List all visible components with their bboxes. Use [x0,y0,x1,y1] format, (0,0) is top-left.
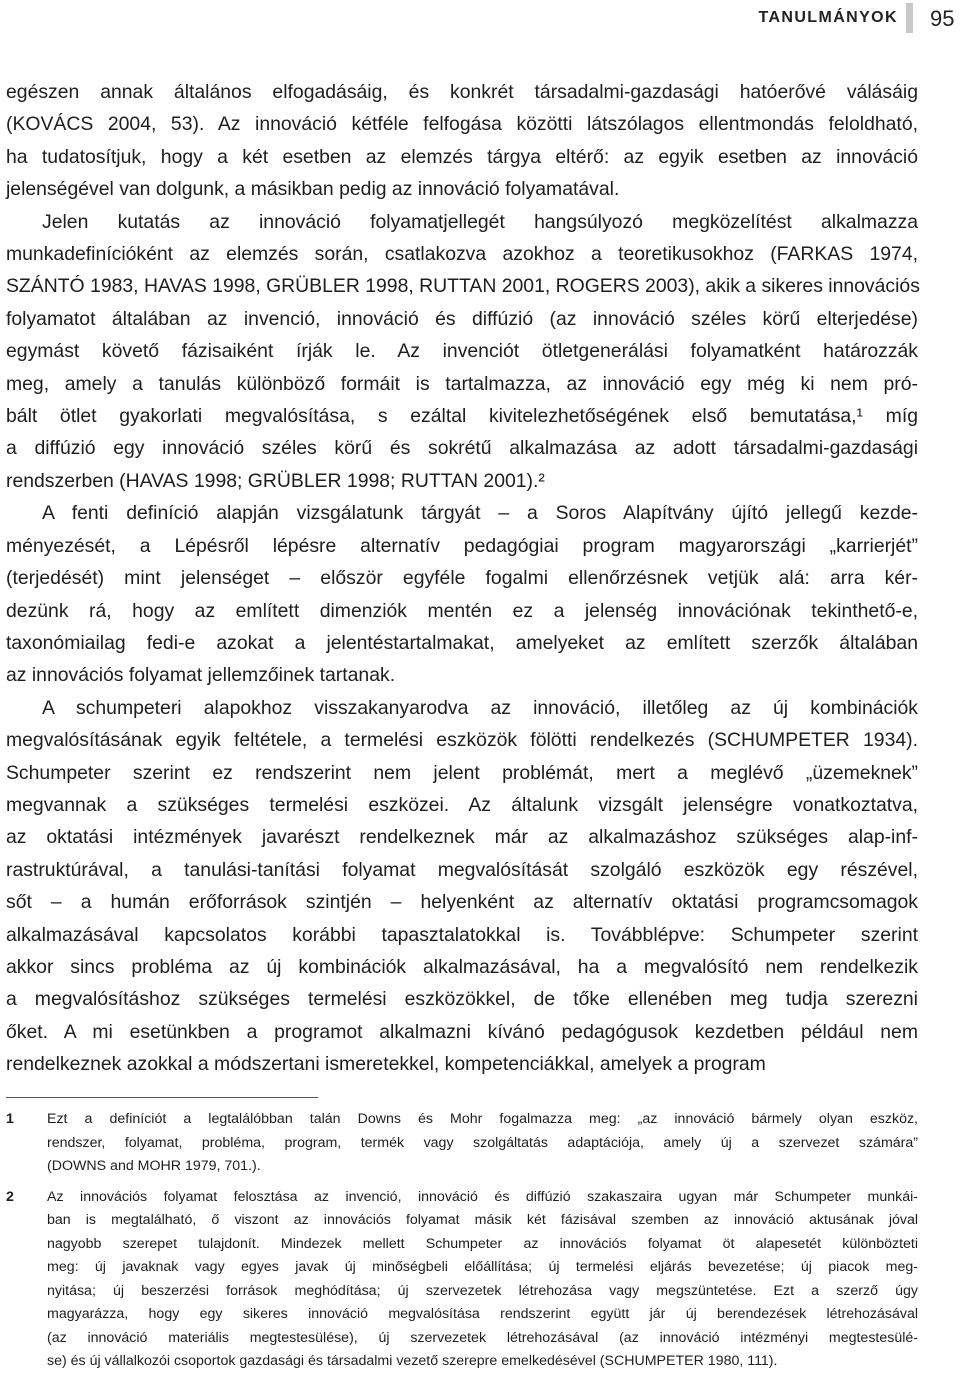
text-line: az innovációs folyamat jellemzőinek tartanak. [6,664,396,687]
text-line: az oktatási intézmények javarészt rendelkeznek már az alkalmazáshoz szükséges alap-inf- [6,826,918,849]
text-line: sőt – a humán erőforrások szintjén – helyenként az alternatív oktatási programcsomagok [6,891,918,914]
text-line: ha tudatosítjuk, hogy a két esetben az elemzés tárgya eltérő: az egyik esetben az innováció [6,145,918,168]
footnote-line: (az innováció materiális megtestesülése), új szervezetek létrehozásával (az innováció intézményi megtestesülé- [47,1329,918,1346]
text-line: a megvalósításhoz szükséges termelési eszközökkel, de tőke ellenében meg tudja szerezni [6,988,918,1011]
paragraph [6,206,918,498]
footnote-number: 1 [6,1111,14,1127]
text-line: (terjedését) mint jelenséget – először egyféle fogalmi ellenőrzésnek vetjük alá: arra kér- [6,567,918,590]
text-line: Jelen kutatás az innováció folyamatjellegét hangsúlyozó megközelítést alkalmazza [42,210,918,233]
section-label: TANULMÁNYOK [758,9,898,26]
text-line: jelenségével van dolgunk, a másikban pedig az innováció folyamatával. [6,178,620,201]
footnote-text [47,1186,918,1374]
footnote-line: magyarázza, hogy egy sikeres innováció megvalósítása rendszerint együtt jár új berendezések létrehozásával [47,1306,918,1322]
text-line: akkor sincs probléma az új kombinációk alkalmazásával, ha a megvalósító nem rendelkezik [6,955,918,978]
text-line: dezünk rá, hogy az említett dimenziók mentén ez a jelenség innovációnak tekinthető-e, [6,599,918,622]
text-line: Schumpeter szerint ez rendszerint nem jelent problémát, mert a meglévő „üzemeknek” [6,761,918,784]
footnote-line: rendszer, folyamat, probléma, program, termék vagy szolgáltatás adaptációja, amely új a szervezet számára” [47,1134,918,1151]
text-line: alkalmazásával kapcsolatos korábbi tapasztalatokkal is. Továbblépve: Schumpeter szerint [6,923,918,946]
text-line: (KOVÁCS 2004, 53). Az innováció kétféle felfogása közötti látszólagos ellentmondás feloldható, [6,113,918,136]
article-body [6,76,918,1081]
header-divider-bar [906,3,913,33]
text-line: a diffúzió egy innováció széles körű és sokrétű alkalmazása az adott társadalmi-gazdasági [6,437,918,460]
text-line: egészen annak általános elfogadásáig, és konkrét társadalmi-gazdasági hatóerővé válásáig [6,81,918,103]
footnote-line: ban is megtalálható, ő viszont az innovációs folyamat másik két fázisával szemben az innováció aktusának jóval [47,1212,918,1228]
text-line: őket. A mi esetünkben a programot alkalmazni kívánó pedagógusok kezdetben például nem [6,1020,918,1043]
text-line: SZÁNTÓ 1983, HAVAS 1998, GRÜBLER 1998, RUTTAN 2001, ROGERS 2003), akik a sikeres innovációs [6,275,920,298]
paragraph [6,497,918,691]
footnote-line: Az innovációs folyamat felosztása az invenció, innováció és diffúzió szakaszaira ugyan már Schumpeter munkái- [47,1188,918,1205]
footnote [6,1186,918,1374]
footnote-line: nyitása; új beszerzési források meghódítása; új szervezetek létrehozása vagy megszüntetése. Ezt a szerző úgy [47,1282,918,1299]
paragraph [6,692,918,1081]
footnote-line: Ezt a definíciót a legtalálóbban talán Downs és Mohr fogalmazza meg: „az innováció bármely olyan eszköz, [47,1111,918,1127]
paragraph [6,76,918,206]
footnote-line: meg: új javaknak vagy egyes javak új minőségbeli előállítása; új termelési eljárás bevezetése; új piacok meg- [47,1259,918,1275]
text-line: taxonómiailag fedi-e azokat a jelentéstartalmakat, amelyeket az említett szerzők általában [6,631,918,654]
text-line: ményezését, a Lépésről lépésre alternatív pedagógiai program magyarországi „karrierjét” [6,534,918,557]
text-line: folyamatot általában az invenció, innováció és diffúzió (az innováció széles körű elterjedése) [6,307,918,330]
text-line: egymást követő fázisaiként írják le. Az invenciót ötletgenerálási folyamatként határozzák [6,340,918,363]
footnote-text [47,1108,918,1179]
text-line: rastruktúrával, a tanulási-tanítási folyamat megvalósítását szolgáló eszközök egy részével, [6,858,918,881]
footnote-line: nagyobb szerepet tulajdonít. Mindezek mellett Schumpeter az innovációs folyamat öt alapesetét különbözteti [47,1235,918,1252]
text-line: megvannak a szükséges termelési eszközei. Az általunk vizsgált jelenségre vonatkoztatva, [6,793,918,816]
text-line: munkadefinícióként az elemzés során, csatlakozva azokhoz a teoretikusokhoz (FARKAS 1974, [6,243,918,266]
text-line: rendelkeznek azokkal a módszertani ismeretekkel, kompetenciákkal, amelyek a program [6,1053,766,1076]
page-number: 95 [930,6,955,31]
text-line: megvalósításának egyik feltétele, a termelési eszközök fölötti rendelkezés (SCHUMPETER 1934). [6,729,918,752]
text-line: A fenti definíció alapján vizsgálatunk tárgyát – a Soros Alapítvány újító jellegű kezde- [42,502,918,525]
footnote-line: (DOWNS and MOHR 1979, 701.). [47,1158,261,1174]
text-line: meg, amely a tanulás különböző formáit is tartalmazza, az innováció egy még ki nem pró- [6,372,918,395]
text-line: A schumpeteri alapokhoz visszakanyarodva az innováció, illetőleg az új kombinációk [42,696,918,719]
footnote-separator [6,1097,318,1098]
page-header [0,0,960,40]
footnote [6,1108,918,1179]
footnote-number: 2 [6,1188,14,1205]
footnotes [6,1108,918,1381]
text-line: rendszerben (HAVAS 1998; GRÜBLER 1998; RUTTAN 2001).² [6,469,545,492]
footnote-line: se) és új vállalkozói csoportok gazdasági és társadalmi vezető szerepre emelkedésével (SCHUMPETER 1980, 111). [47,1353,778,1369]
text-line: bált ötlet gyakorlati megvalósítása, s ezáltal kivitelezhetőségének első bemutatása,¹ míg [6,405,918,428]
